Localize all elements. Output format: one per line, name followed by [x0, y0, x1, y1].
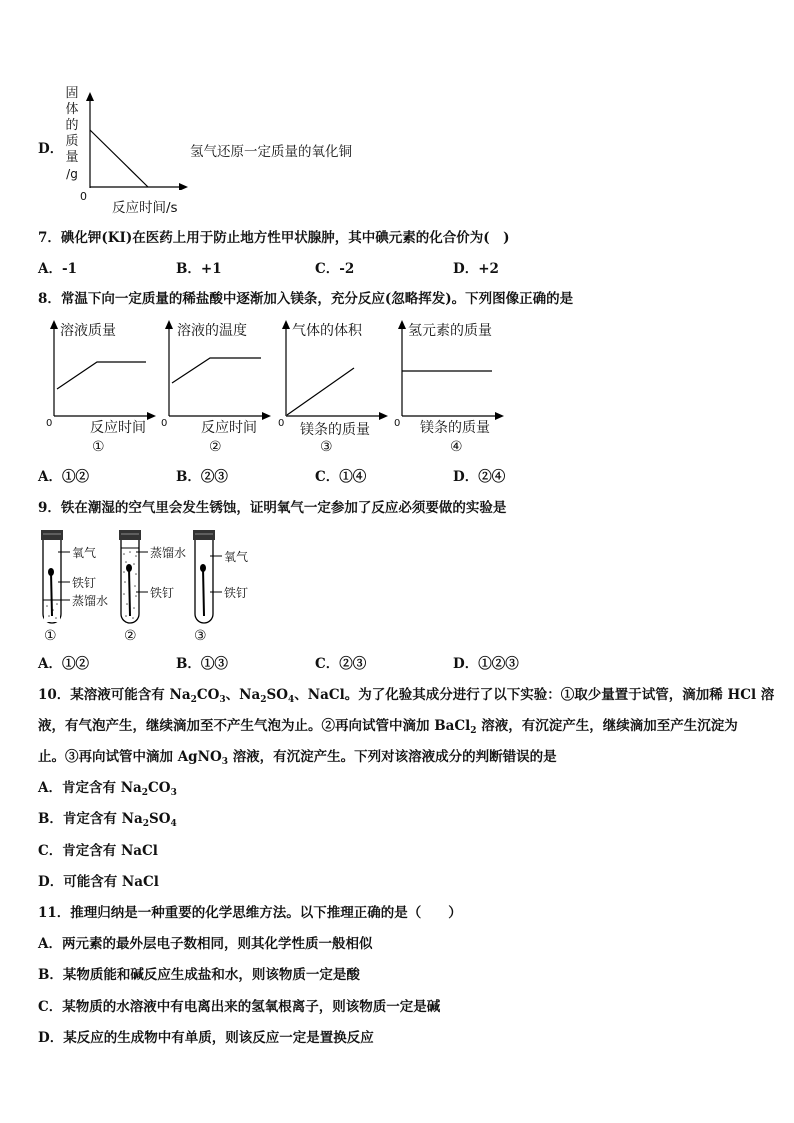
- q8-chart-4-origin: 0: [394, 418, 401, 429]
- q9-tube-1-nail: 铁钉: [72, 576, 97, 590]
- q8-chart-3: [272, 318, 392, 458]
- q11-stem: 11．推理归纳是一种重要的化学思维方法。以下推理正确的是（ ）: [38, 905, 462, 921]
- q9-option-c[interactable]: C．②③: [315, 656, 367, 672]
- q8-chart-2: [155, 318, 275, 458]
- q10-stem-line-2: 液，有气泡产生，继续滴加至不产生气泡为止。②再向试管中滴加 BaCl$_2$ 溶液，有沉淀产生，继续滴加至产生沉淀为: [38, 718, 738, 736]
- q9-tube-1-water: 蒸馏水: [72, 594, 109, 608]
- q6-d-description: 氢气还原一定质量的氧化铜: [190, 144, 352, 160]
- q6-d-origin: 0: [80, 190, 87, 203]
- q9-tube-3-nail: 铁钉: [224, 586, 249, 600]
- q8-chart-4-xlabel: 镁条的质量: [420, 420, 490, 436]
- q8-chart-1-number: ①: [92, 439, 105, 455]
- q8-option-b[interactable]: B．②③: [176, 469, 228, 485]
- q8-stem: 8．常温下向一定质量的稀盐酸中逐渐加入镁条，充分反应(忽略挥发)。下列图像正确的是: [38, 291, 574, 307]
- q9-tube-2-nail: 铁钉: [150, 586, 175, 600]
- q9-option-b[interactable]: B．①③: [176, 656, 228, 672]
- q8-chart-1: [40, 318, 160, 458]
- q9-tube-1-oxygen: 氧气: [72, 546, 97, 560]
- q8-chart-3-xlabel: 镁条的质量: [300, 422, 370, 438]
- q7-option-a[interactable]: A．-1: [38, 261, 77, 277]
- q7-option-d[interactable]: D．+2: [453, 261, 499, 277]
- q8-chart-3-number: ③: [320, 439, 333, 455]
- q7-stem: 7．碘化钾(KI)在医药上用于防止地方性甲状腺肿，其中碘元素的化合价为( ): [38, 230, 510, 246]
- q8-chart-1-ylabel: 溶液质量: [60, 323, 116, 339]
- q10-stem-line-1: 10．某溶液可能含有 $Na_2CO_3$、$Na_2SO_4$、NaCl。为了化验其成分进行了以下实验：①取少量置于试管，滴加稀 HCl 溶: [38, 687, 775, 705]
- q8-chart-1-xlabel: 反应时间: [90, 420, 146, 436]
- q8-chart-3-ylabel: 气体的体积: [292, 323, 362, 339]
- q8-chart-4-ylabel: 氢元素的质量: [408, 323, 492, 339]
- q10-option-a[interactable]: A．肯定含有 $Na_2CO_3$: [38, 780, 177, 798]
- q7-option-c[interactable]: C．-2: [315, 261, 355, 277]
- q6-d-letter: D．: [38, 141, 64, 157]
- q9-tube-2-water: 蒸馏水: [150, 546, 187, 560]
- q9-tube-3-oxygen: 氧气: [224, 550, 249, 564]
- q6-d-graph: [80, 90, 190, 190]
- q9-tube-2: [114, 530, 194, 650]
- q9-tube-1-number: ①: [44, 628, 57, 644]
- q11-option-a[interactable]: A．两元素的最外层电子数相同，则其化学性质一般相似: [38, 936, 373, 952]
- q9-stem: 9．铁在潮湿的空气里会发生锈蚀，证明氧气一定参加了反应必须要做的实验是: [38, 500, 507, 516]
- q8-option-c[interactable]: C．①④: [315, 469, 367, 485]
- q9-tube-2-number: ②: [124, 628, 137, 644]
- q9-tube-1: [36, 530, 116, 650]
- q9-tube-3: [188, 530, 268, 650]
- q8-chart-2-xlabel: 反应时间: [201, 420, 257, 436]
- q8-option-d[interactable]: D．②④: [453, 469, 506, 485]
- q8-chart-4-number: ④: [450, 439, 463, 455]
- q10-option-b[interactable]: B．肯定含有 $Na_2SO_4$: [38, 811, 177, 829]
- q6-d-xlabel: 反应时间/s: [112, 200, 178, 216]
- q10-stem-line-3: 止。③再向试管中滴加 AgNO$_3$ 溶液，有沉淀产生。下列对该溶液成分的判断错误的是: [38, 749, 557, 767]
- q11-option-c[interactable]: C．某物质的水溶液中有电离出来的氢氧根离子，则该物质一定是碱: [38, 999, 441, 1015]
- q11-option-d[interactable]: D．某反应的生成物中有单质，则该反应一定是置换反应: [38, 1030, 374, 1046]
- q8-chart-2-origin: 0: [161, 418, 168, 429]
- q10-option-c[interactable]: C．肯定含有 NaCl: [38, 843, 158, 859]
- q9-option-d[interactable]: D．①②③: [453, 656, 519, 672]
- q9-tube-3-number: ③: [194, 628, 207, 644]
- q6-d-ylabel: 固 体 的 质 量 /g: [65, 86, 79, 181]
- q11-option-b[interactable]: B．某物质能和碱反应生成盐和水，则该物质一定是酸: [38, 967, 360, 983]
- q8-chart-3-origin: 0: [278, 418, 285, 429]
- q8-option-a[interactable]: A．①②: [38, 469, 89, 485]
- q8-chart-1-origin: 0: [46, 418, 53, 429]
- q8-chart-2-ylabel: 溶液的温度: [177, 323, 247, 339]
- q10-option-d[interactable]: D．可能含有 NaCl: [38, 874, 159, 890]
- q9-option-a[interactable]: A．①②: [38, 656, 89, 672]
- q8-chart-2-number: ②: [209, 439, 222, 455]
- q8-chart-4: [388, 318, 508, 458]
- q7-option-b[interactable]: B．+1: [176, 261, 222, 277]
